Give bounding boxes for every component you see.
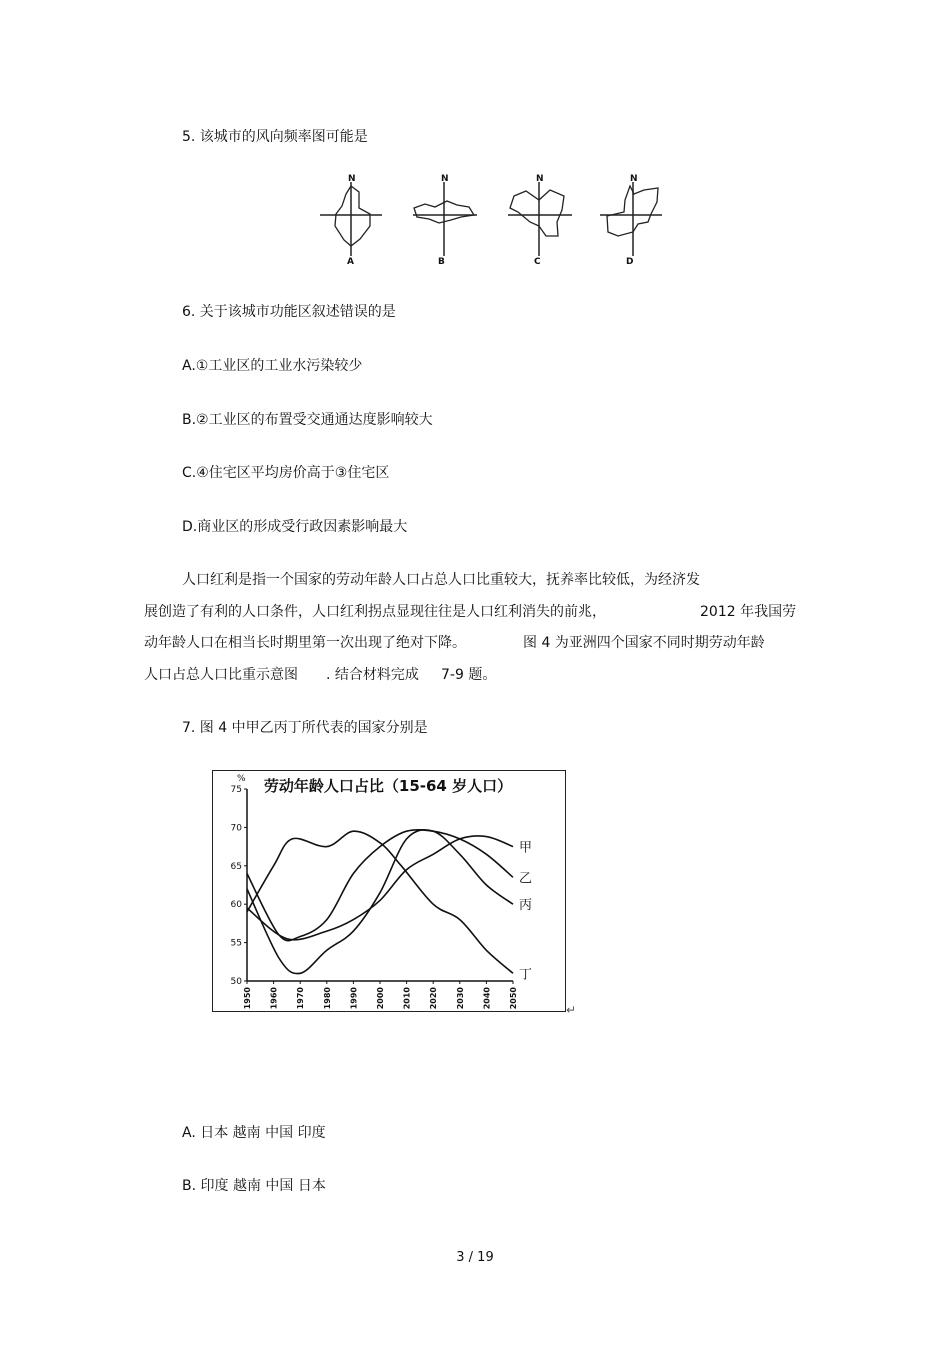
passage-line-3a: 动年龄人口在相当长时期里第一次出现了绝对下降。 [144, 635, 466, 651]
series-label: 丙 [519, 898, 533, 914]
q7-choice-b: B. 印度 越南 中国 日本 [182, 1178, 326, 1194]
chart-svg [213, 771, 564, 1010]
wind-rose-b [411, 174, 477, 270]
option-label-b: B [438, 257, 445, 267]
q6-choice-a: A.①工业区的工业水污染较少 [182, 358, 363, 374]
y-tick-label: 50 [230, 977, 242, 987]
passage-line-1: 人口红利是指一个国家的劳动年龄人口占总人口比重较大，抚养率比较低，为经济发 [182, 572, 700, 588]
x-tick-label: 2000 [376, 987, 385, 1010]
x-tick-label: 1950 [243, 987, 252, 1010]
passage-line-3b: 图 4 为亚洲四个国家不同时期劳动年龄 [523, 635, 765, 651]
q6-question: 6. 关于该城市功能区叙述错误的是 [182, 304, 396, 320]
y-axis-label: % [237, 774, 246, 784]
series-line-1 [247, 836, 513, 940]
series-label: 丁 [519, 967, 533, 983]
corner-mark: ↵ [566, 1003, 577, 1017]
y-tick-label: 75 [230, 785, 242, 795]
north-label: N [348, 174, 356, 184]
passage-line-2a: 展创造了有利的人口条件，人口红利拐点显现往往是人口红利消失的前兆， [144, 604, 606, 620]
passage-line-2b: 2012 年我国劳 [700, 604, 797, 620]
labor-age-population-chart [212, 770, 566, 1012]
y-tick-label: 65 [230, 861, 242, 872]
series-label: 甲 [519, 840, 533, 856]
q6-choice-d: D.商业区的形成受行政因素影响最大 [182, 519, 408, 535]
option-label-a: A [347, 257, 354, 267]
y-tick-label: 55 [230, 938, 242, 949]
y-tick-label: 70 [230, 823, 242, 834]
q7-question: 7. 图 4 中甲乙丙丁所代表的国家分别是 [182, 720, 428, 736]
wind-rose-a [318, 174, 384, 270]
north-label: N [441, 174, 449, 184]
option-label-c: C [534, 257, 541, 267]
q6-choice-c: C.④住宅区平均房价高于③住宅区 [182, 465, 390, 481]
x-tick-label: 2010 [402, 987, 412, 1010]
x-tick-label: 1960 [269, 987, 279, 1010]
passage-line-4a: 人口占总人口比重示意图 [144, 667, 298, 683]
q6-choice-b: B.②工业区的布置受交通通达度影响较大 [182, 412, 433, 428]
x-tick-label: 1970 [296, 987, 306, 1010]
wind-rose-c [506, 174, 572, 270]
passage-line-4b: . 结合材料完成 [326, 667, 419, 683]
series-line-4 [247, 831, 513, 973]
series-line-2 [247, 830, 513, 941]
option-label-d: D [626, 257, 634, 267]
x-tick-label: 2020 [429, 987, 439, 1010]
x-tick-label: 2050 [509, 987, 518, 1010]
x-tick-label: 2030 [455, 987, 465, 1010]
chart-title: 劳动年龄人口占比（15-64 岁人口） [263, 777, 513, 795]
series-line-3 [247, 830, 513, 974]
y-tick-label: 60 [230, 900, 242, 911]
north-label: N [536, 174, 544, 184]
wind-rose-d [598, 174, 664, 270]
q7-choice-a: A. 日本 越南 中国 印度 [182, 1125, 326, 1141]
passage-line-4c: 7-9 题。 [441, 667, 497, 683]
page-number: 3 / 19 [456, 1250, 494, 1265]
x-tick-label: 2040 [482, 987, 492, 1010]
x-tick-label: 1980 [322, 987, 332, 1010]
x-tick-label: 1990 [349, 987, 359, 1010]
series-label: 乙 [519, 871, 533, 887]
q5-question: 5. 该城市的风向频率图可能是 [182, 129, 368, 145]
north-label: N [630, 174, 638, 184]
